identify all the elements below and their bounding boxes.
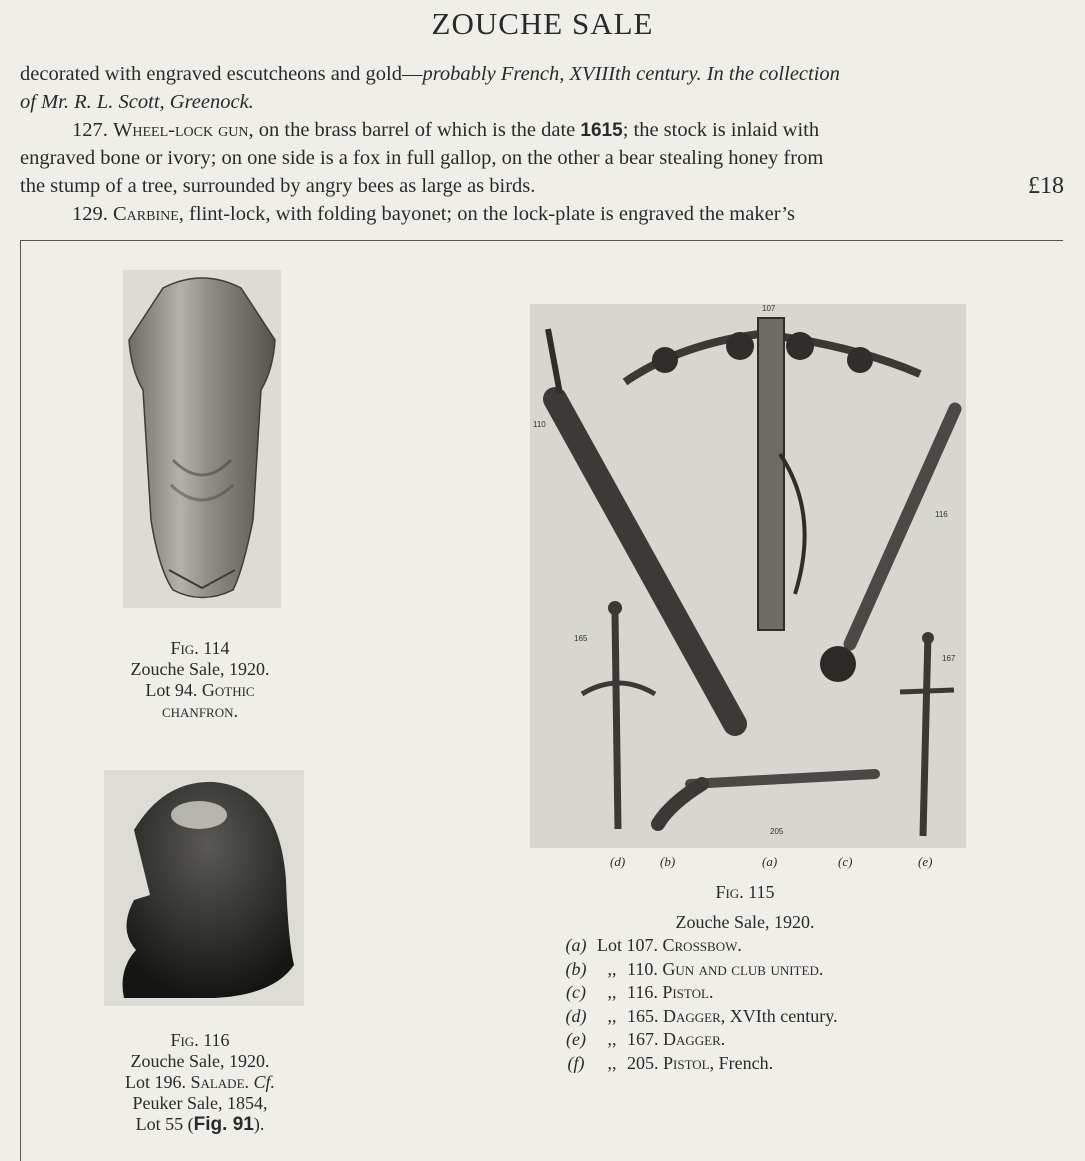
fig-ref: Peuker Sale, 1854, <box>132 1093 268 1113</box>
pistol-c <box>850 409 955 644</box>
legend-letter: (b) <box>565 958 587 979</box>
legend-lot: 165. <box>627 1005 659 1026</box>
fig-116-caption <box>90 1030 310 1135</box>
plate-number: 110 <box>533 420 546 429</box>
photo-letter: (b) <box>660 854 676 869</box>
fig-lot <box>90 1072 310 1093</box>
legend-lot: 167. <box>627 1029 659 1049</box>
legend-extra: XVIth century. <box>725 1005 838 1026</box>
ref-fig: Fig. 91 <box>193 1114 254 1135</box>
legend-name: Gun and club united. <box>662 958 824 979</box>
lot-text: , flint-lock, with folding bayonet; on the lock-plate is engraved the maker’s <box>178 203 795 225</box>
fig-lot <box>90 680 310 701</box>
legend-row <box>555 1052 838 1076</box>
lot-number: 127. <box>72 119 108 141</box>
fig-label: Fig. 116 <box>170 1030 230 1050</box>
photo-letter: (c) <box>838 854 853 869</box>
lot-text: Lot 196. <box>124 1072 191 1092</box>
fig-115-legend <box>555 934 838 1075</box>
legend-lot: 116. <box>627 982 658 1002</box>
fig-115-label <box>640 882 850 903</box>
gun-and-club <box>555 399 735 724</box>
legend-letter: (e) <box>566 1029 586 1049</box>
crossbow-stock <box>758 318 784 630</box>
legend-extra: French. <box>714 1052 774 1073</box>
text-italic: of Mr. R. L. Scott, Greenock. <box>20 91 254 113</box>
lot-name: Salade. <box>190 1072 250 1092</box>
lot-name-line-2: chanfron. <box>161 701 238 721</box>
legend-name: Crossbow. <box>662 935 742 955</box>
chanfron-image <box>123 270 281 608</box>
ref-text: ). <box>253 1114 265 1134</box>
lot-name: Carbine <box>113 203 179 225</box>
lot-127-line-3 <box>20 172 1064 200</box>
lot-date: 1615 <box>580 120 623 141</box>
salade-photo <box>104 770 304 1006</box>
fig-115-sale <box>620 912 870 933</box>
legend-name: Dagger. <box>663 1029 726 1049</box>
plate-number: 165 <box>574 634 588 643</box>
chanfron-photo <box>123 270 281 608</box>
lot-127-line-1 <box>20 116 1064 144</box>
weapons-photo <box>530 304 966 848</box>
dagger-d <box>615 614 618 829</box>
weapons-image <box>530 304 966 848</box>
legend-lot: 110. <box>627 958 658 979</box>
photo-letter: (a) <box>762 854 778 869</box>
legend-name: Pistol. <box>662 982 714 1002</box>
lot-name: Wheel-lock gun <box>113 119 249 141</box>
legend-lot: 205. <box>627 1052 659 1073</box>
lot-text: Lot 94. <box>145 680 202 700</box>
text-line-2 <box>20 88 1064 116</box>
fig-sale: Zouche Sale, 1920. <box>675 912 815 932</box>
photo-letter: (d) <box>610 854 626 869</box>
lot-text: engraved bone or ivory; on one side is a fox in full gallop, on the other a bear stealing honey from <box>20 147 824 169</box>
legend-lead: Lot <box>597 935 622 955</box>
text-line-1 <box>20 60 1064 88</box>
lot-text: the stump of a tree, surrounded by angry bees as large as birds. <box>20 175 536 197</box>
legend-letter: (a) <box>565 935 587 955</box>
legend-row <box>555 1005 838 1029</box>
pistol-f <box>690 774 875 784</box>
lot-text: , on the brass barrel of which is the date <box>248 119 581 141</box>
fig-114-caption <box>90 638 310 722</box>
legend-letter: (c) <box>566 982 586 1002</box>
legend-row <box>555 958 838 982</box>
legend-lead: ,, <box>607 1005 617 1026</box>
photo-letter: (e) <box>918 854 933 869</box>
legend-row <box>555 1028 838 1052</box>
legend-name: Pistol, <box>663 1052 715 1073</box>
text-italic: probably French, XVIIIth century. In the collection <box>422 63 840 85</box>
fig-ref <box>90 1114 310 1135</box>
lot-name: Gothic <box>201 680 255 700</box>
fig-sale: Zouche Sale, 1920. <box>130 659 270 679</box>
lot-127-line-2 <box>20 144 1064 172</box>
fig-label: Fig. 115 <box>715 882 775 902</box>
legend-name: Dagger, <box>663 1005 726 1026</box>
fig-label: Fig. 114 <box>170 638 230 658</box>
body-text <box>20 60 1064 228</box>
legend-lead: ,, <box>607 958 617 979</box>
legend-lead: ,, <box>607 982 617 1002</box>
lot-number: 129. <box>72 203 108 225</box>
ref-text: Lot 55 ( <box>135 1114 194 1134</box>
dagger-e <box>923 634 928 836</box>
legend-lot: 107. <box>626 935 658 955</box>
legend-lead: ,, <box>607 1052 617 1073</box>
lot-129-line-1 <box>20 200 1064 228</box>
plate-number: 205 <box>770 827 784 836</box>
legend-letter: (f) <box>567 1052 585 1073</box>
cf-text: Cf. <box>253 1072 276 1092</box>
legend-row <box>555 934 838 958</box>
salade-image <box>104 770 304 1006</box>
legend-letter: (d) <box>565 1005 587 1026</box>
plate-number: 167 <box>942 654 956 663</box>
lot-price: £18 <box>1028 173 1064 199</box>
lot-text: ; the stock is inlaid with <box>622 119 820 141</box>
plate-number: 107 <box>762 304 776 313</box>
fig-sale: Zouche Sale, 1920. <box>130 1051 270 1071</box>
legend-row <box>555 981 838 1005</box>
text-plain: decorated with engraved escutcheons and gold— <box>20 63 423 85</box>
legend-lead: ,, <box>607 1029 617 1049</box>
plate-number: 116 <box>935 510 948 519</box>
page-title: ZOUCHE SALE <box>431 6 654 41</box>
